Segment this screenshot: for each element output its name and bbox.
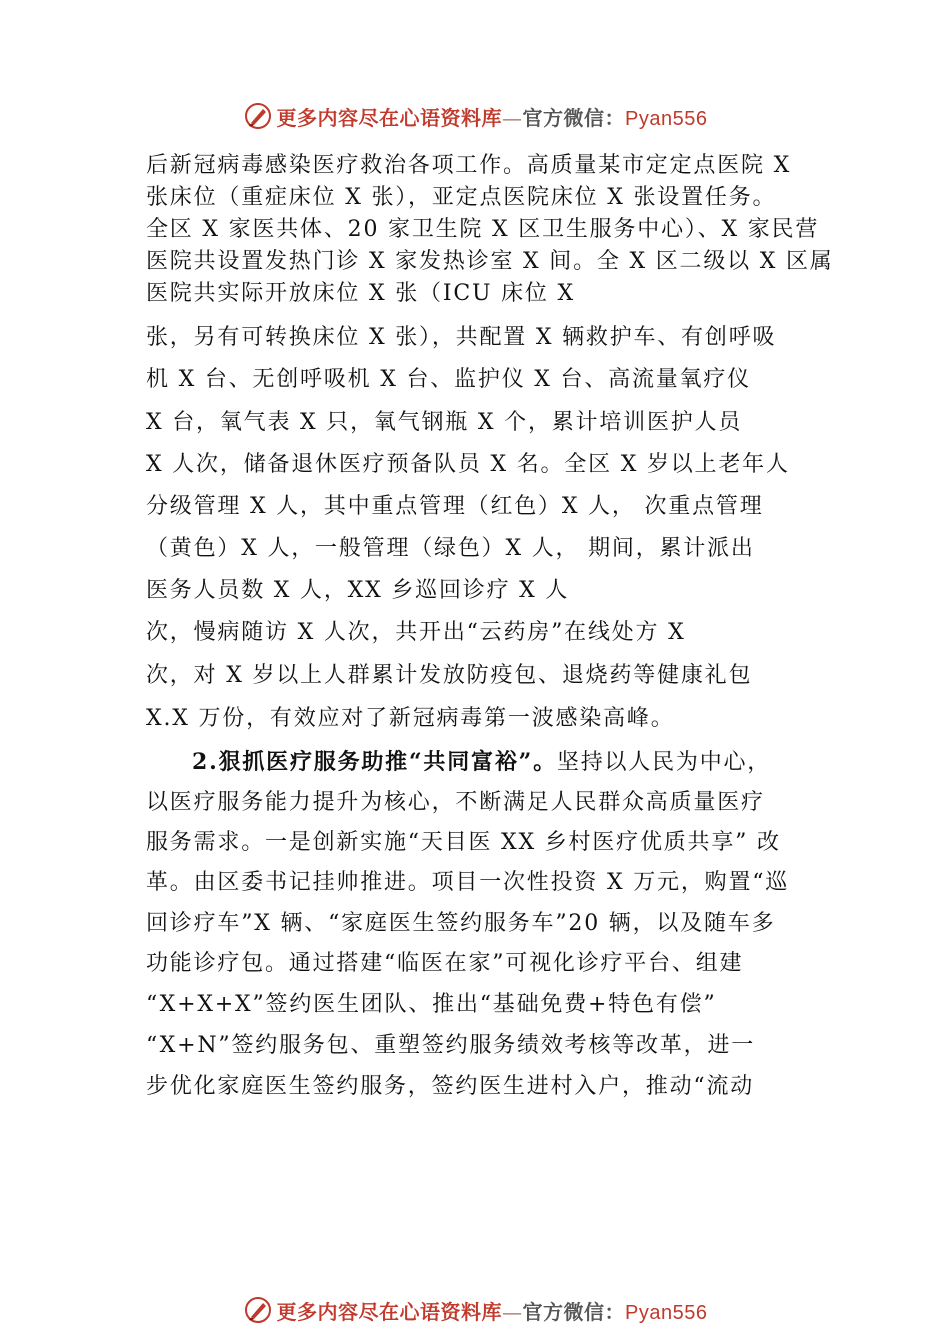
body-line: （黄色）X 人，一般管理（绿色）X 人， 期间，累计派出 — [146, 536, 755, 561]
paragraph-2-lead: 坚持以人民为中心， — [556, 750, 772, 775]
body-line: X 人次，储备退休医疗预备队员 X 名。全区 X 岁以上老年人 — [146, 452, 790, 477]
header-wechat-id: Pyan556 — [625, 107, 708, 130]
header-separator: — — [502, 105, 523, 130]
body-line: 全区 X 家医共体、20 家卫生院 X 区卫生服务中心）、X 家民营 — [146, 217, 820, 242]
body-line: X 台，氧气表 X 只，氧气钢瓶 X 个，累计培训医护人员 — [146, 410, 743, 435]
footer-wechat-label: 官方微信： — [522, 1299, 626, 1324]
body-line: 步优化家庭医生签约服务，签约医生进村入户，推动“流动 — [146, 1074, 755, 1099]
header-title: 更多内容尽在心语资料库 — [276, 105, 503, 130]
body-line: X.X 万份，有效应对了新冠病毒第一波感染高峰。 — [146, 706, 675, 731]
paragraph-2-first-line — [192, 746, 771, 779]
body-line: 革。由区委书记挂帅推进。项目一次性投资 X 万元，购置“巡 — [146, 870, 790, 895]
body-line: 张床位（重症床位 X 张），亚定点医院床位 X 张设置任务。 — [146, 185, 777, 210]
brush-logo-icon — [243, 1295, 273, 1325]
footer-wechat-id: Pyan556 — [625, 1301, 708, 1324]
body-line: 机 X 台、无创呼吸机 X 台、监护仪 X 台、高流量氧疗仪 — [146, 367, 751, 392]
footer-title: 更多内容尽在心语资料库 — [276, 1299, 503, 1324]
body-line: 张，另有可转换床位 X 张），共配置 X 辆救护车、有创呼吸 — [146, 325, 777, 350]
body-line: 服务需求。一是创新实施“天目医 XX 乡村医疗优质共享” 改 — [146, 830, 781, 855]
body-line: 回诊疗车”X 辆、“家庭医生签约服务车”20 辆，以及随车多 — [146, 911, 776, 936]
footer-banner — [0, 1290, 950, 1330]
header-wechat-label: 官方微信： — [522, 105, 626, 130]
body-line: 功能诊疗包。通过搭建“临医在家”可视化诊疗平台、组建 — [146, 951, 744, 976]
body-line: 分级管理 X 人，其中重点管理（红色）X 人， 次重点管理 — [146, 494, 764, 519]
body-line: 次，慢病随访 X 人次，共开出“云药房”在线处方 X — [146, 620, 686, 645]
body-line: 医院共实际开放床位 X 张（ICU 床位 X — [146, 281, 575, 306]
body-line: “X+N”签约服务包、重塑签约服务绩效考核等改革，进一 — [146, 1033, 756, 1058]
footer-separator: — — [502, 1299, 523, 1324]
paragraph-2-heading: 2.狠抓医疗服务助推“共同富裕”。 — [192, 749, 557, 775]
body-line: 医务人员数 X 人，XX 乡巡回诊疗 X 人 — [146, 578, 570, 603]
body-line: “X+X+X”签约医生团队、推出“基础免费+特色有偿” — [146, 992, 717, 1017]
body-line: 医院共设置发热门诊 X 家发热诊室 X 间。全 X 区二级以 X 区属 — [146, 249, 834, 274]
body-line: 后新冠病毒感染医疗救治各项工作。高质量某市定定点医院 X — [146, 153, 792, 178]
body-line: 次，对 X 岁以上人群累计发放防疫包、退烧药等健康礼包 — [146, 663, 753, 688]
body-line: 以医疗服务能力提升为核心，不断满足人民群众高质量医疗 — [146, 790, 765, 815]
